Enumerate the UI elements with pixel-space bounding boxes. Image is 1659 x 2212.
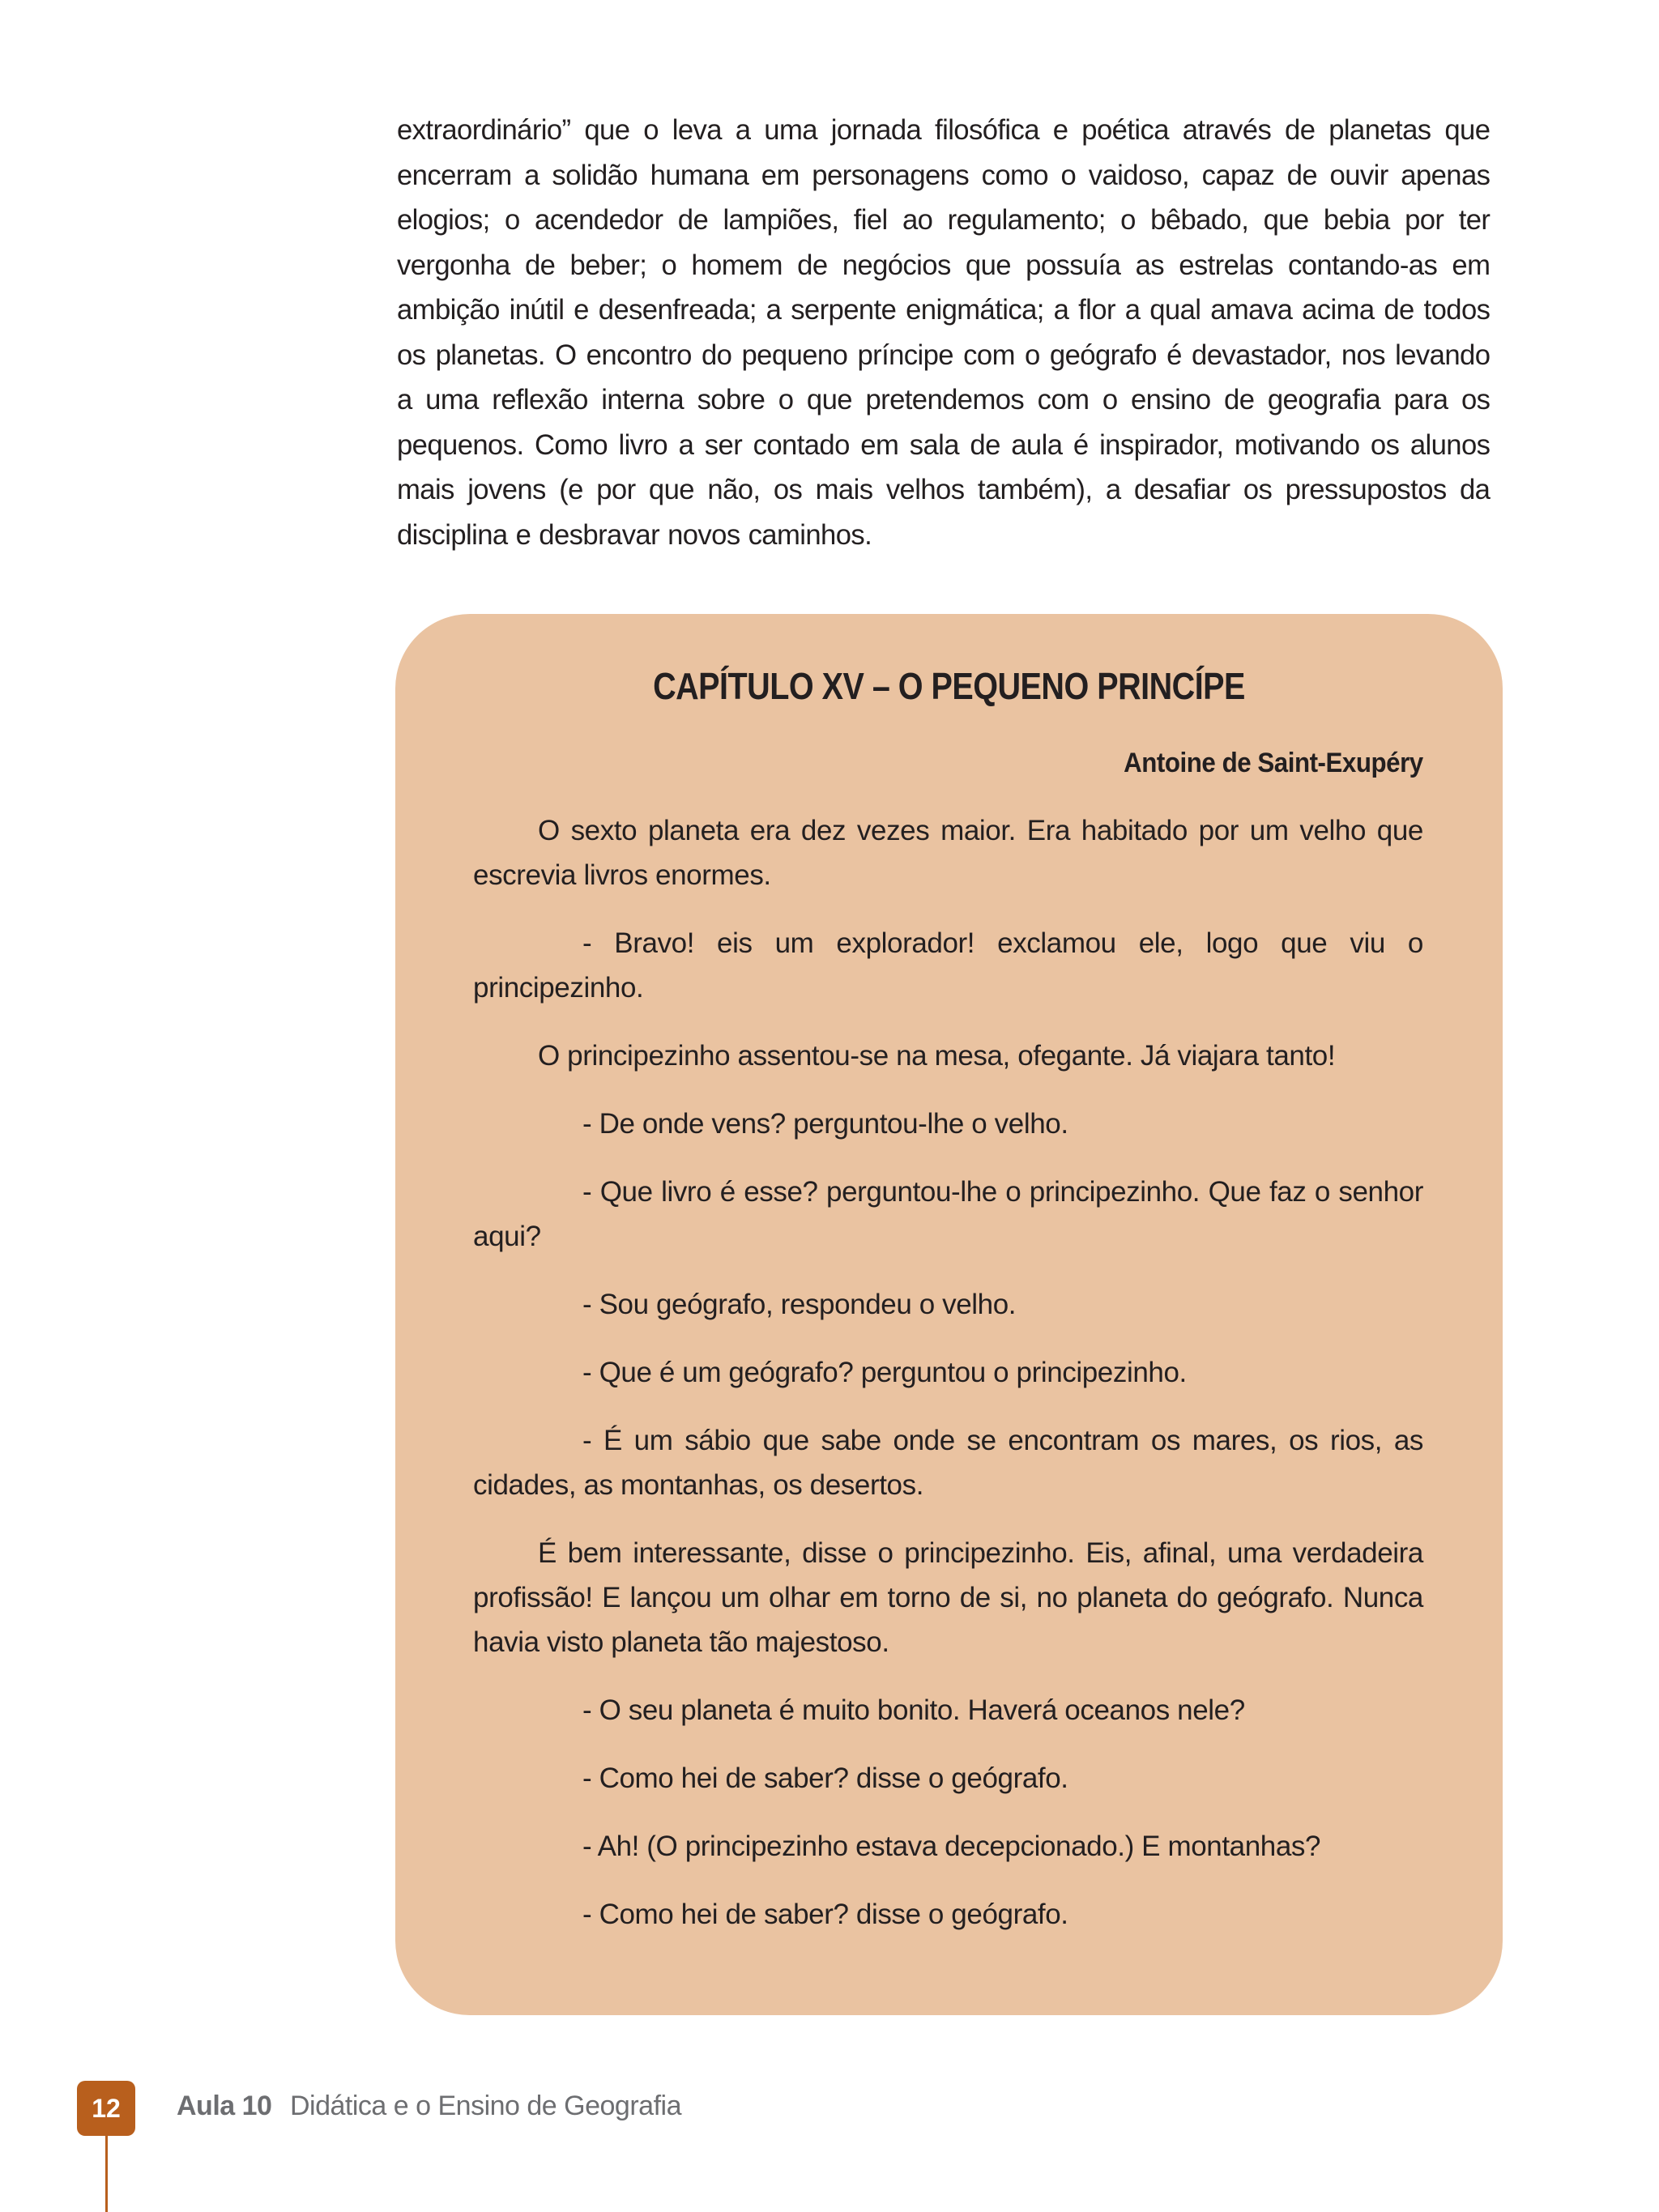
box-author: Antoine de Saint-Exupéry — [1124, 748, 1423, 778]
intro-paragraph: extraordinário” que o leva a uma jornada filosófica e poética através de planetas que encerram a solidão humana em personagens como o vaidoso, capaz de ouvir apenas elogios; o acendedor de lampiões, fiel ao regulamento; o bêbado, que bebia por ter vergonha de beber; o homem de negócios que possuía as estrelas contando-as em ambição inútil e desenfreada; a serpente enigmática; a flor a qual amava acima de todos os planetas. O encontro do pequeno príncipe com o geógrafo é devastador, nos levando a uma reflexão interna sobre o que pretendemos com o ensino de geografia para os pequenos. Como livro a ser contado em sala de aula é inspirador, motivando os alunos mais jovens (e por que não, os mais velhos também), a desafiar os pressupostos da disciplina e desbravar novos caminhos. — [397, 114, 1491, 551]
footer-lesson: Aula 10 — [177, 2091, 272, 2121]
quote-box — [395, 614, 1503, 2015]
story-text — [473, 808, 1423, 1960]
story-dialogue: - Como hei de saber? disse o geógrafo. — [582, 1762, 1068, 1794]
story-dialogue: - Ah! (O principezinho estava decepcionado.) E montanhas? — [582, 1831, 1321, 1862]
footer-divider — [105, 2134, 108, 2212]
story-dialogue: - De onde vens? perguntou-lhe o velho. — [582, 1108, 1068, 1140]
story-paragraph: É bem interessante, disse o principezinho. Eis, afinal, uma verdadeira profissão! E lançou um olhar em torno de si, no planeta do geógrafo. Nunca havia visto planeta tão majestoso. — [473, 1537, 1423, 1658]
story-dialogue: - É um sábio que sabe onde se encontram os mares, os rios, as cidades, as montanhas, os desertos. — [473, 1425, 1423, 1501]
story-dialogue: - Que é um geógrafo? perguntou o principezinho. — [582, 1357, 1187, 1388]
story-dialogue: - Sou geógrafo, respondeu o velho. — [582, 1289, 1017, 1320]
box-title: CAPÍTULO XV – O PEQUENO PRINCÍPE — [653, 665, 1245, 707]
story-dialogue: - Bravo! eis um explorador! exclamou ele, logo que viu o principezinho. — [473, 927, 1423, 1004]
story-dialogue: - Que livro é esse? perguntou-lhe o principezinho. Que faz o senhor aqui? — [473, 1176, 1423, 1252]
page-number-badge: 12 — [77, 2081, 135, 2136]
story-paragraph: O sexto planeta era dez vezes maior. Era habitado por um velho que escrevia livros enormes. — [473, 815, 1423, 891]
story-paragraph: O principezinho assentou-se na mesa, ofegante. Já viajara tanto! — [538, 1040, 1336, 1072]
story-dialogue: - Como hei de saber? disse o geógrafo. — [582, 1899, 1068, 1930]
story-dialogue: - O seu planeta é muito bonito. Haverá oceanos nele? — [582, 1694, 1245, 1726]
footer-course-title: Didática e o Ensino de Geografia — [290, 2091, 681, 2121]
